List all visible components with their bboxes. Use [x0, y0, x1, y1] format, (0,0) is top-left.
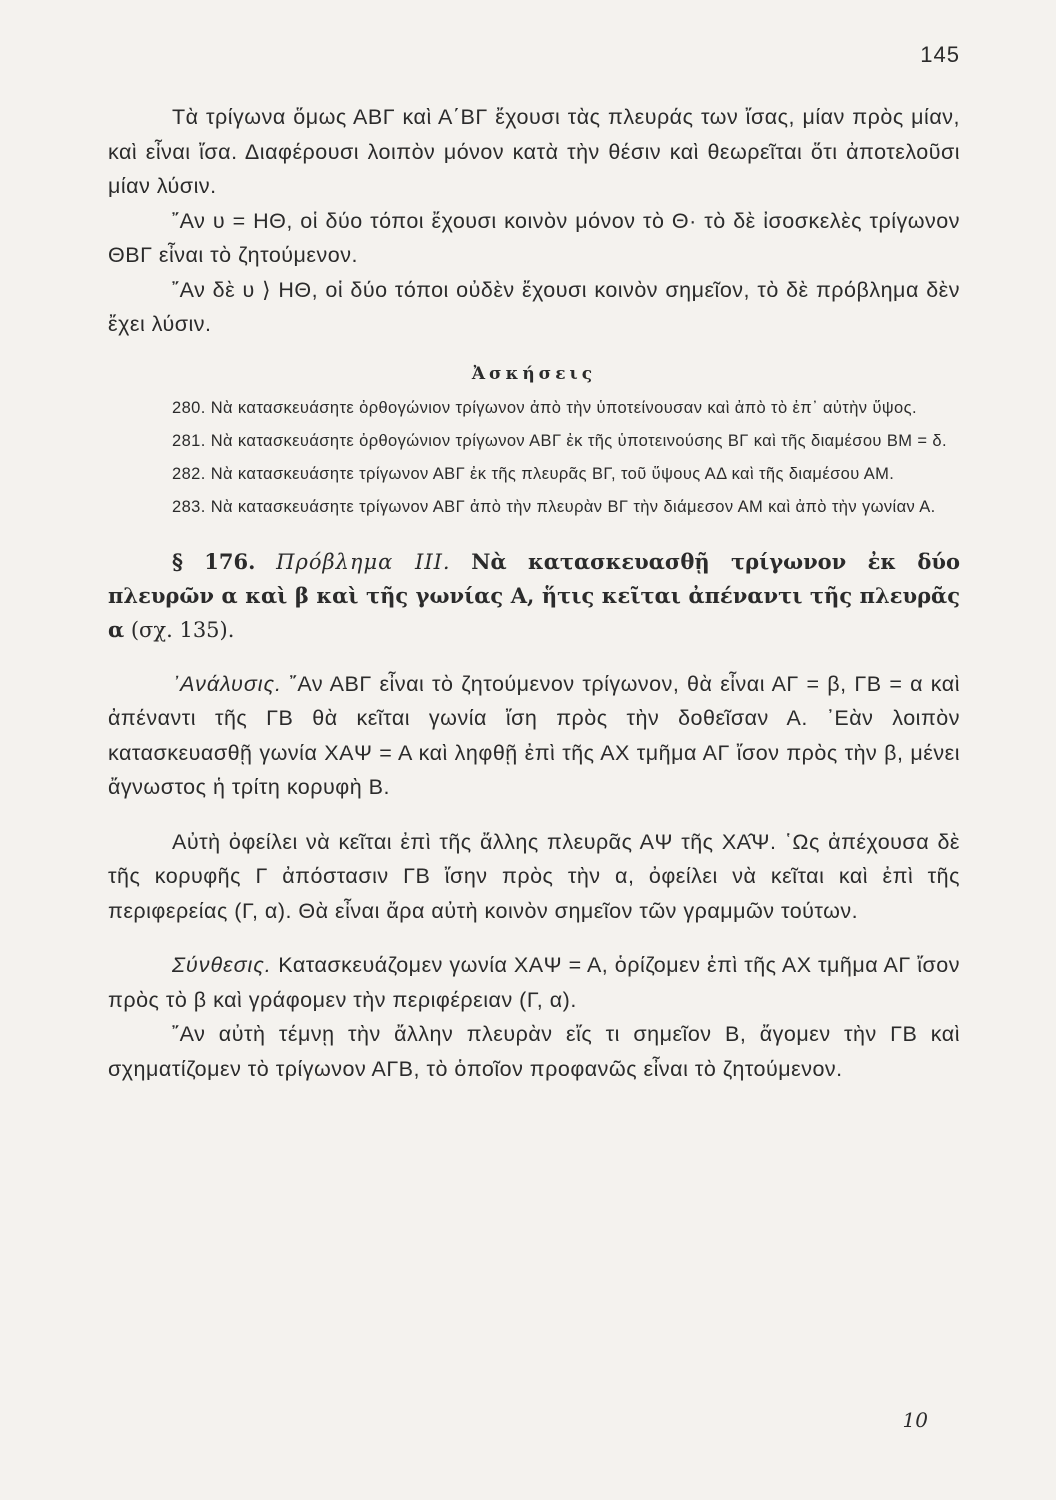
page-number: 145 — [920, 42, 960, 67]
exercise-item: 281. Νὰ κατασκευάσητε ὀρθογώνιον τρίγωνον ΑΒΓ ἐκ τῆς ὑποτεινούσης ΒΓ καὶ τῆς διαμέσου ΒΜ = δ. — [172, 431, 947, 450]
intro-paragraph-1: Τὰ τρίγωνα ὅμως ΑΒΓ καὶ Α΄ΒΓ ἔχουσι τὰς πλευράς των ἴσας, μίαν πρὸς μίαν, καὶ εἶναι ἴσα. Διαφέρουσι λοιπὸν μόνον κατὰ τὴν θέσιν καὶ θεωρεῖται ὅτι ἀποτελοῦσι μίαν λύσιν. — [108, 105, 960, 198]
analysis-paragraph-1: ῎Αν ΑΒΓ εἶναι τὸ ζητούμενον τρίγωνον, θὰ εἶναι ΑΓ = β, ΓΒ = α καὶ ἀπέναντι τῆς ΓΒ θὰ κεῖται γωνία ἴση πρὸς τὴν δοθεῖσαν Α. ᾿Εὰν λοιπὸν κατασκευασθῇ γωνία ΧΑΨ = Α καὶ ληφθῇ ἐπὶ τῆς ΑΧ τμῆμα ΑΓ ἴσον πρὸς τὴν β, μένει ἄγνωστος ἡ τρίτη κορυφὴ Β. — [108, 671, 960, 799]
analysis-paragraph-2: Αὐτὴ ὀφείλει νὰ κεῖται ἐπὶ τῆς ἄλλης πλευρᾶς ΑΨ τῆς ΧΑ̂Ψ. ῾Ως ἀπέχουσα δὲ τῆς κορυφῆς Γ ἀπόστασιν ΓΒ ἴσην πρὸς τὴν α, ὀφείλει νὰ κεῖται καὶ ἐπὶ τῆς περιφερείας (Γ, α). Θὰ εἶναι ἄρα αὐτὴ κοινὸν σημεῖον τῶν γραμμῶν τούτων. — [108, 829, 960, 923]
exercises-heading: Ἀσκήσεις — [471, 363, 597, 384]
synthesis-paragraph-2: ῎Αν αὐτὴ τέμνῃ τὴν ἄλλην πλευρὰν εἴς τι σημεῖον Β, ἄγομεν τὴν ΓΒ καὶ σχηματίζομεν τὸ τρίγωνον ΑΓΒ, τὸ ὁποῖον προφανῶς εἶναι τὸ ζητούμενον. — [108, 1022, 960, 1081]
intro-paragraph-2: ῎Αν υ = ΗΘ, οἱ δύο τόποι ἔχουσι κοινὸν μόνον τὸ Θ· τὸ δὲ ἰσοσκελὲς τρίγωνον ΘΒΓ εἶναι τὸ ζητούμενον. — [108, 208, 960, 267]
synthesis-section — [108, 948, 960, 1086]
section-number: § 176. — [172, 548, 256, 574]
analysis-label: ᾿Ανάλυσις. — [172, 671, 283, 696]
exercise-item: 283. Νὰ κατασκευάσητε τρίγωνον ΑΒΓ ἀπὸ τὴν πλευρὰν ΒΓ τὴν διάμεσον ΑΜ καὶ ἀπὸ τὴν γωνίαν Α. — [172, 497, 936, 516]
page-body — [108, 100, 960, 1086]
exercise-item: 282. Νὰ κατασκευάσητε τρίγωνον ΑΒΓ ἐκ τῆς πλευρᾶς ΒΓ, τοῦ ὕψους ΑΔ καὶ τῆς διαμέσου ΑΜ. — [172, 464, 895, 483]
analysis-section — [108, 667, 960, 929]
problem-label: Πρόβλημα ΙΙΙ. — [276, 549, 451, 574]
intro-paragraph-3: ῎Αν δὲ υ ⟩ ΗΘ, οἱ δύο τόποι οὐδὲν ἔχουσι κοινὸν σημεῖον, τὸ δὲ πρόβλημα δὲν ἔχει λύσιν. — [108, 277, 960, 336]
synthesis-paragraph-1: Κατασκευάζομεν γωνία ΧΑΨ = Α, ὁρίζομεν ἐπὶ τῆς ΑΧ τμῆμα ΑΓ ἴσον πρὸς τὸ β καὶ γράφομεν τὴν περιφέρειαν (Γ, α). — [108, 953, 960, 1012]
intro-section — [108, 100, 960, 342]
figure-reference: (σχ. 135). — [130, 617, 235, 642]
synthesis-label: Σύνθεσις. — [172, 953, 272, 977]
signature-mark: 10 — [902, 1408, 928, 1432]
problem-text: Νὰ κατασκευασθῇ τρίγωνον ἐκ δύο πλευρῶν α καὶ β καὶ τῆς γωνίας Α, ἥτις κεῖται ἀπέναντι τῆς πλευρᾶς α — [108, 548, 960, 642]
exercise-item: 280. Νὰ κατασκευάσητε ὀρθογώνιον τρίγωνον ἀπὸ τὴν ὑποτείνουσαν καὶ ἀπὸ τὸ ἐπ᾿ αὐτὴν ὕψος. — [172, 398, 917, 417]
problem-statement — [108, 545, 960, 647]
exercises-list — [108, 394, 960, 521]
